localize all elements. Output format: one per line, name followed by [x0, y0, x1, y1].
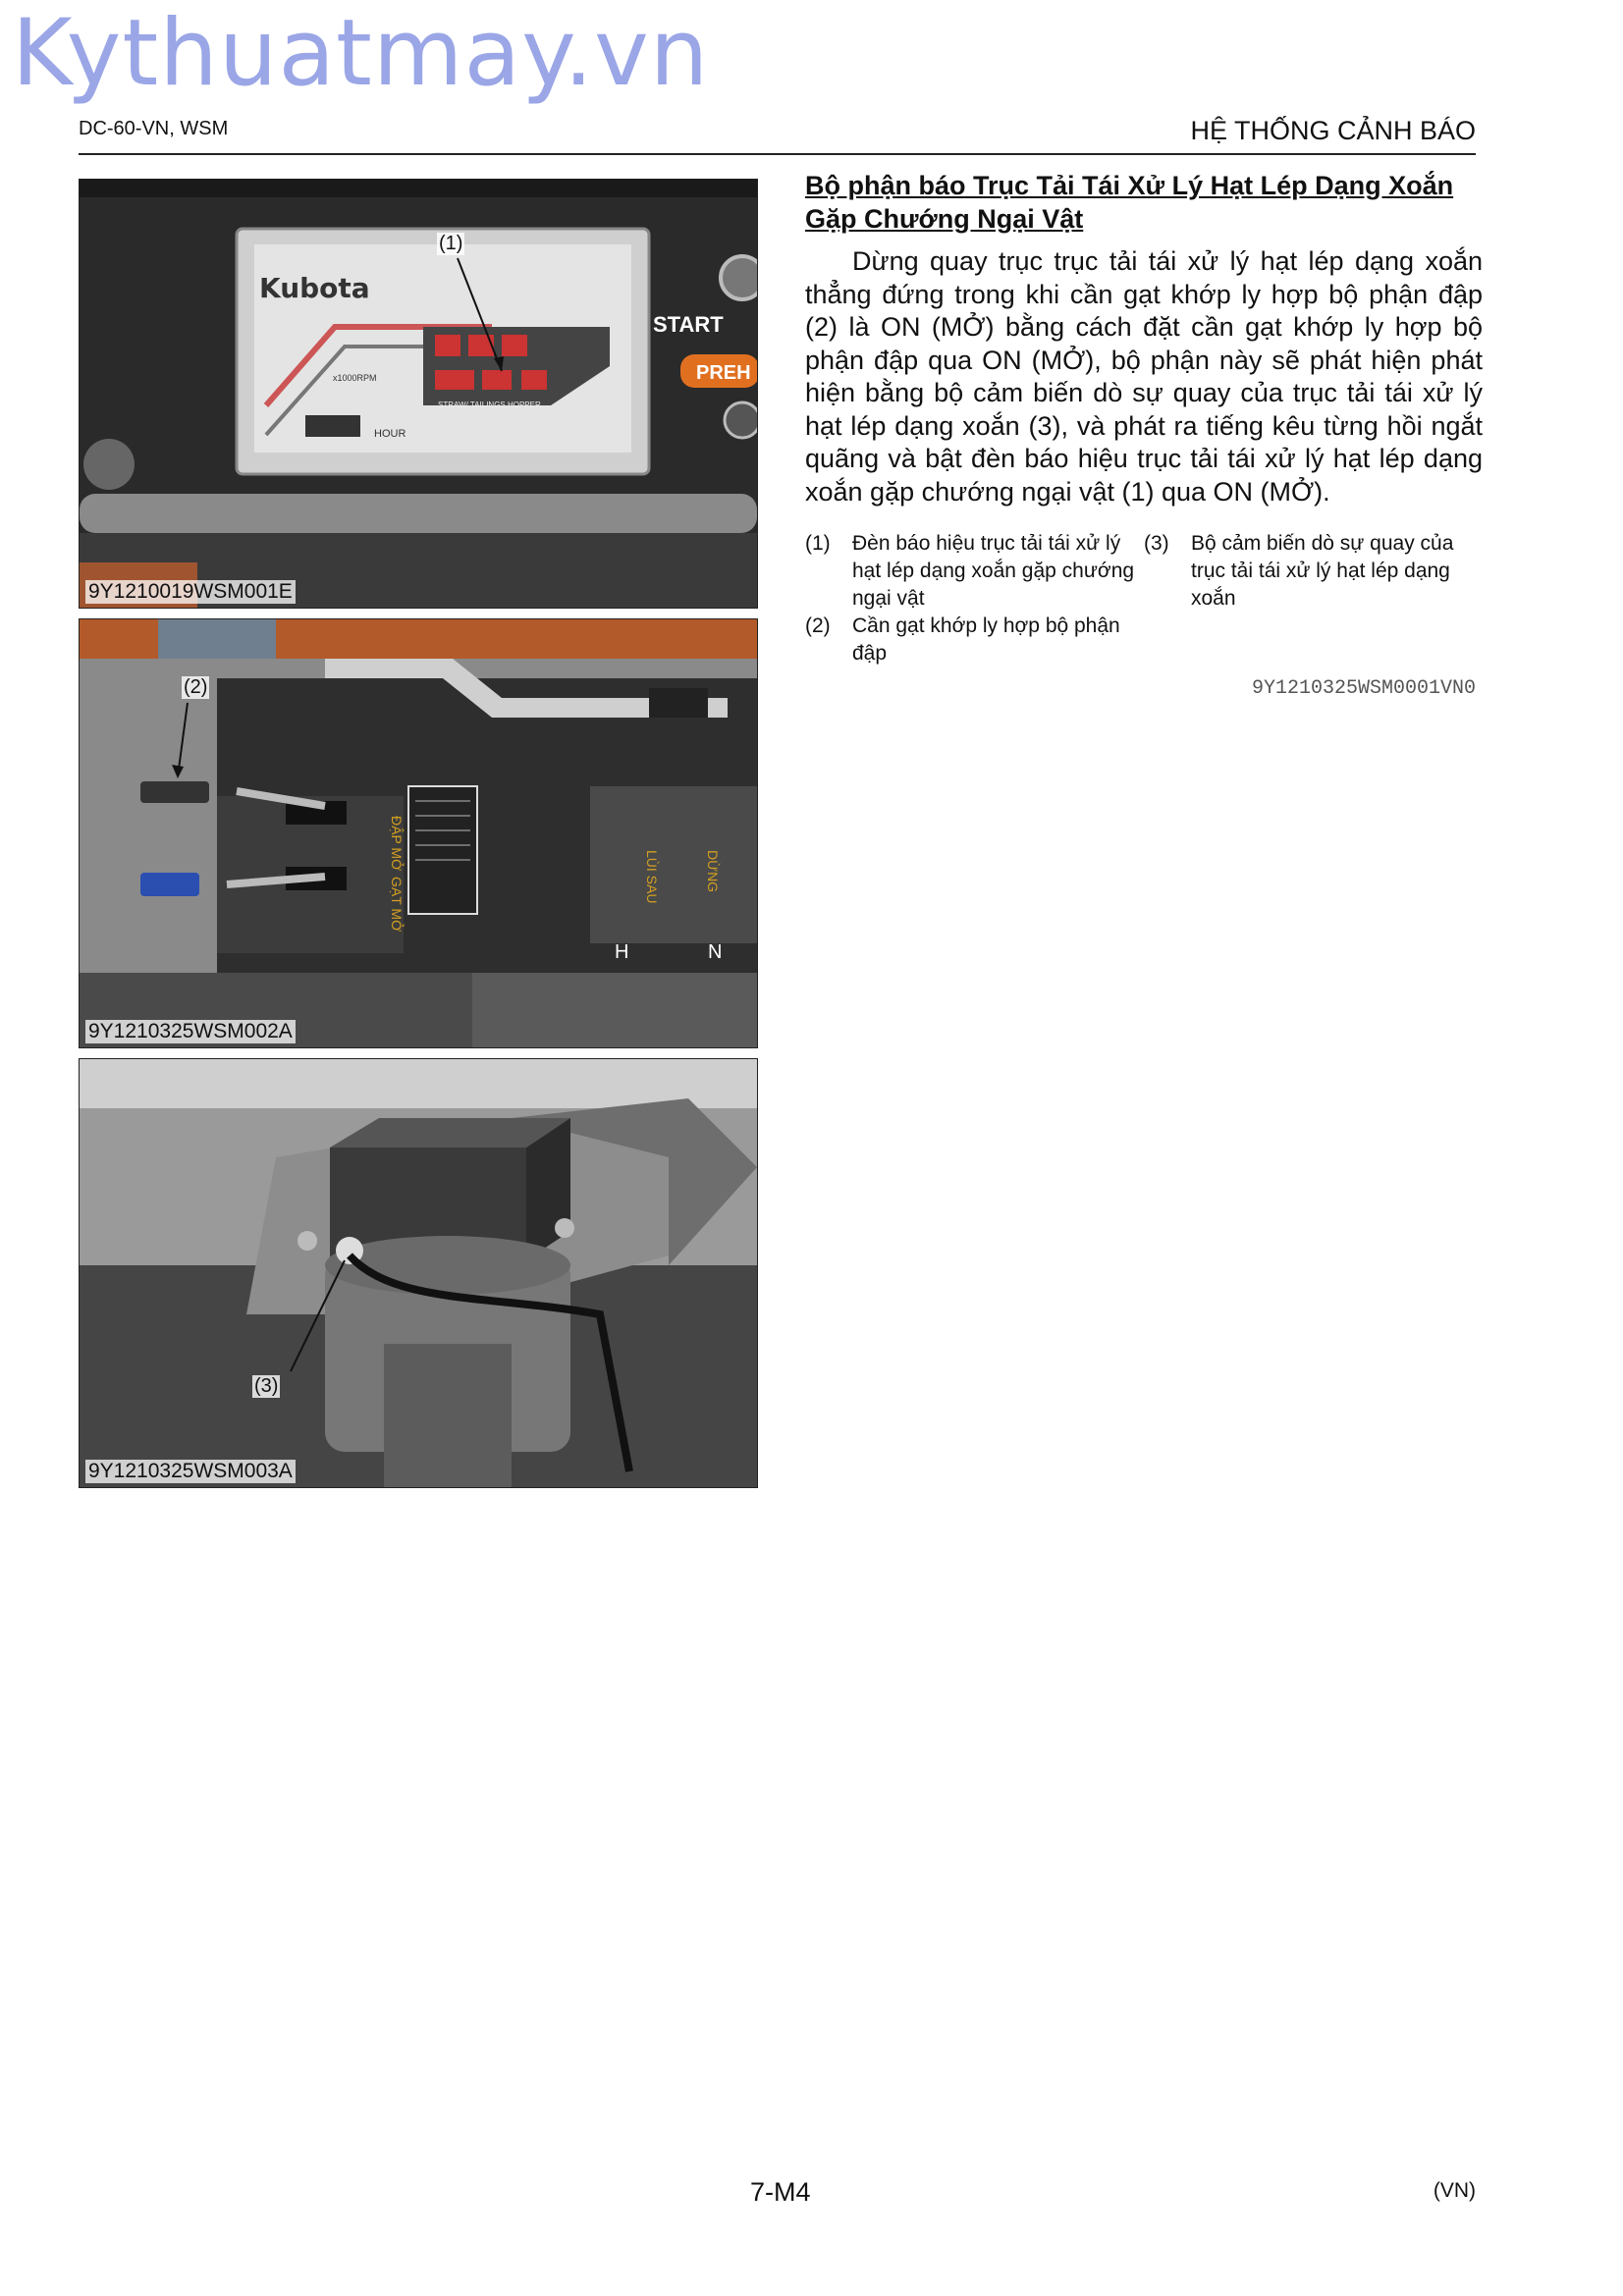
legend-text-3: Bộ cảm biến dò sự quay của trục tải tái xử lý hạt lép dạng xoắn	[1191, 532, 1454, 610]
figure-label-2: 9Y1210325WSM002A	[85, 1020, 296, 1043]
preheat-label: PREH	[696, 362, 751, 384]
instrument-panel-photo	[80, 180, 757, 608]
legend-num-1: (1)	[805, 532, 831, 555]
callout-3: (3)	[254, 1375, 279, 1397]
figure-rotation-sensor	[79, 1058, 758, 1488]
plate-label-h: H	[615, 941, 629, 963]
straw-hopper-label: STRAW/ TAILINGS HOPPER	[438, 400, 541, 409]
figure-label-3: 9Y1210325WSM003A	[85, 1460, 296, 1483]
legend-num-2: (2)	[805, 614, 831, 637]
rotation-sensor-photo	[80, 1059, 757, 1487]
section-body: Dừng quay trục trục tải tái xử lý hạt lép dạng xoắn thẳng đứng trong khi cần gạt khớp ly hợp bộ phận đập (2) là ON (MỞ) bằng cách đặt cần gạt khớp ly hợp bộ phận đập qua ON (MỞ), bộ phận này sẽ phát hiện phát hiện bằng bộ cảm biến dò sự quay của trục tải tái xử lý hạt lép dạng xoắn (3), và phát ra tiếng kêu từng hồi ngắt quãng và bật đèn báo hiệu trục tải tái xử lý hạt lép dạng xoắn gặp chướng ngại vật (1) qua ON (MỞ).	[805, 246, 1483, 507]
language-code: (VN)	[1433, 2179, 1476, 2202]
section-title: Bộ phận báo Trục Tải Tái Xử Lý Hạt Lép Dạng Xoắn Gặp Chướng Ngại Vật	[805, 171, 1454, 234]
callout-2: (2)	[184, 676, 208, 698]
hour-label: HOUR	[374, 428, 406, 440]
header-rule	[79, 153, 1476, 155]
header-model: DC-60-VN, WSM	[79, 118, 229, 139]
plate-label-gat: GẠT MỞ	[389, 877, 405, 933]
legend-text-1: Đèn báo hiệu trục tải tái xử lý hạt lép dạng xoắn gặp chướng ngại vật	[852, 532, 1135, 610]
figure-instrument-panel	[79, 179, 758, 609]
plate-label-dung: DỪNG	[705, 850, 721, 893]
plate-label-n: N	[708, 941, 723, 963]
watermark: Kythuatmay.vn	[12, 0, 710, 107]
plate-label-dap: ĐẬP MỞ	[389, 816, 405, 872]
kubota-logo: Kubota	[259, 272, 370, 304]
header-chapter-title: HỆ THỐNG CẢNH BÁO	[1190, 116, 1476, 145]
start-label: START	[653, 312, 724, 337]
legend-num-3: (3)	[1144, 532, 1169, 555]
page-number: 7-M4	[750, 2177, 811, 2207]
legend-text-2: Cần gạt khớp ly hợp bộ phận đập	[852, 614, 1120, 665]
document-id: 9Y1210325WSM0001VN0	[1251, 677, 1476, 700]
callout-1: (1)	[439, 233, 463, 254]
rpm-label: x1000RPM	[333, 373, 377, 383]
plate-label-lui-sau: LÙI SAU	[644, 850, 660, 904]
figure-label-1: 9Y1210019WSM001E	[85, 580, 296, 604]
figure-clutch-lever	[79, 618, 758, 1048]
